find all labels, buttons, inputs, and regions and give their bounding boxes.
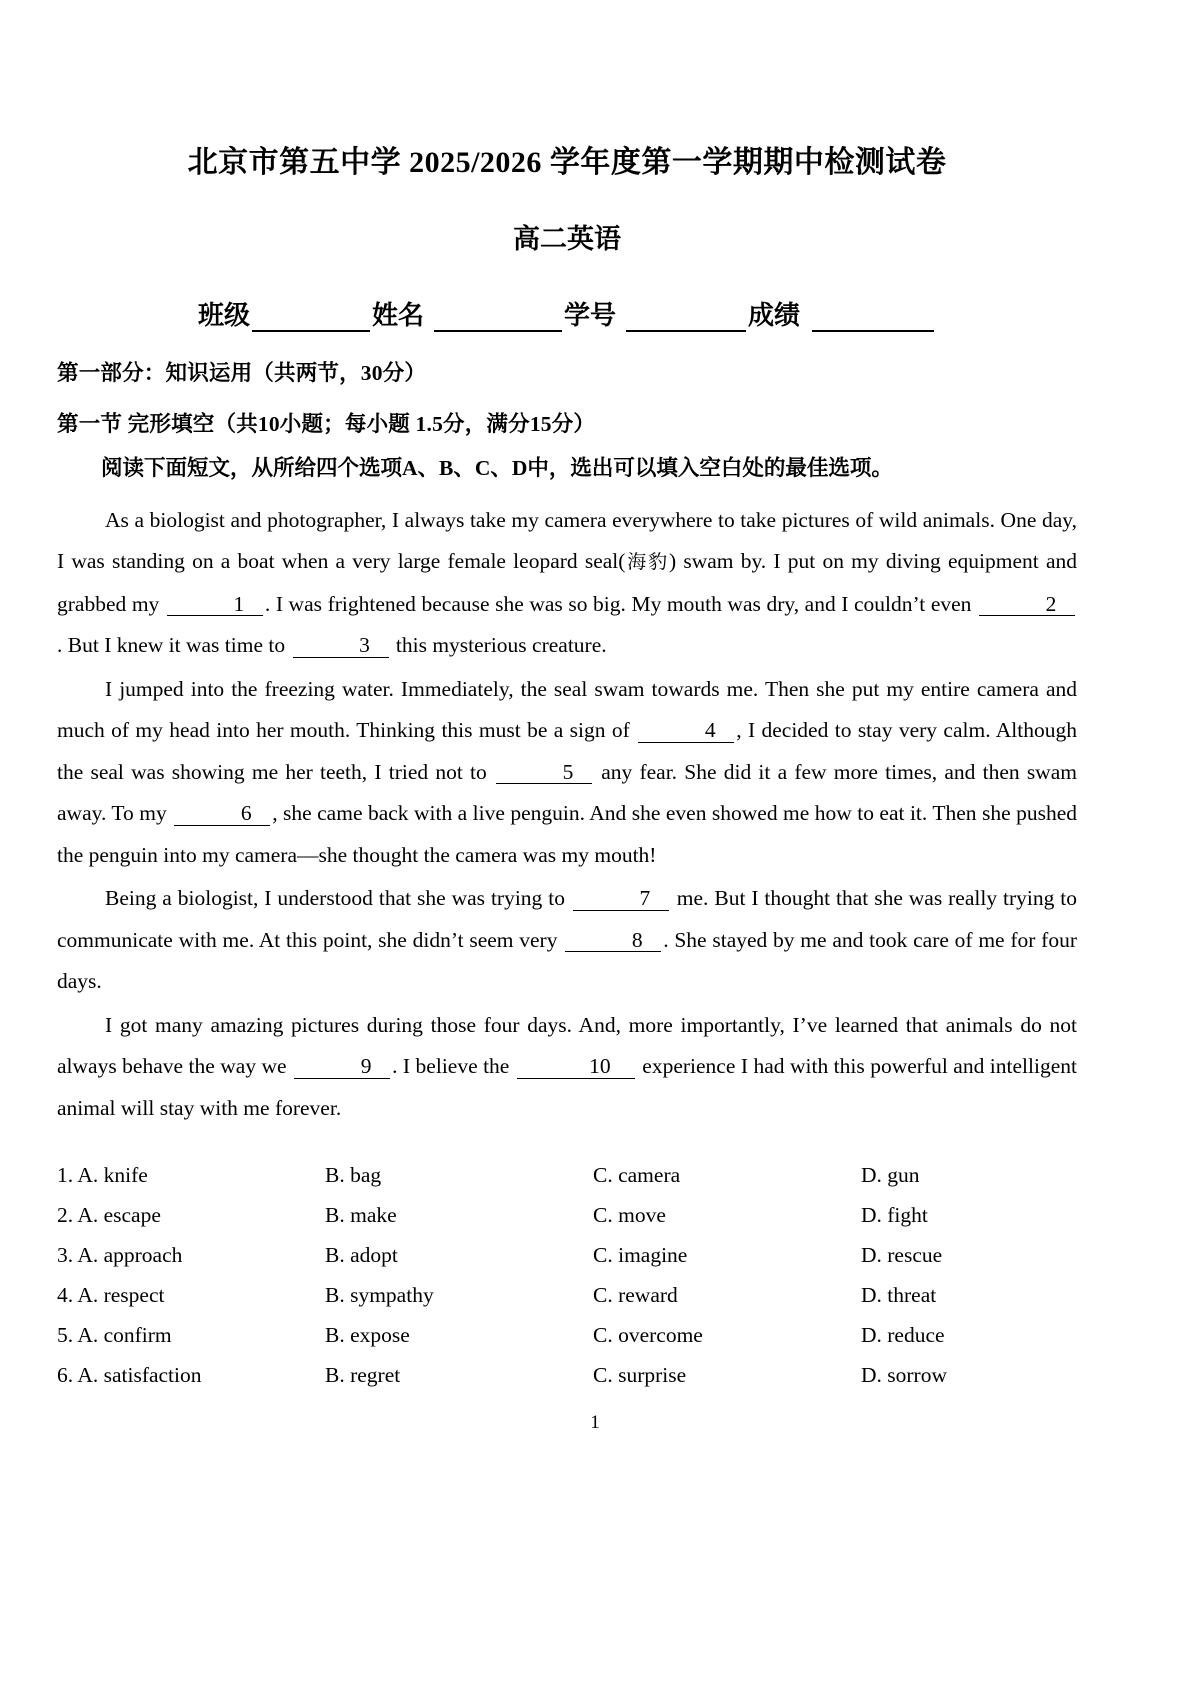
section-one-heading: 第一节 完形填空（共10小题；每小题 1.5分，满分15分） — [57, 411, 596, 436]
p4-text-2: . I believe the — [392, 1054, 515, 1079]
blank-2[interactable]: 2 — [979, 593, 1075, 617]
option-c[interactable]: C. overcome — [593, 1323, 703, 1348]
section-instruction: 阅读下面短文，从所给四个选项A、B、C、D中，选出可以填入空白处的最佳选项。 — [101, 455, 893, 480]
p4-text-1: I got many amazing pictures during those four days. And, more importantly, I’ve learned that animals do not always behave the way we — [57, 1012, 1077, 1079]
option-d[interactable]: D. reduce — [861, 1323, 945, 1348]
p3-text-2: me. But I thought that she was really trying to communicate with me. At this point, she didn’t seem very — [57, 886, 1078, 952]
p1-text-5: this mysterious creature. — [390, 633, 607, 658]
p1-text-4: . But I knew it was time to — [57, 633, 291, 658]
score-input-rule[interactable] — [812, 304, 934, 332]
class-input-rule[interactable] — [252, 304, 370, 332]
blank-8[interactable]: 8 — [565, 929, 661, 953]
passage-paragraph-1 — [57, 498, 1077, 667]
student-info-line — [57, 255, 1077, 332]
blank-9[interactable]: 9 — [294, 1055, 390, 1079]
question-row — [57, 1315, 1077, 1355]
question-row — [57, 1155, 1077, 1195]
page-number: 1 — [590, 1412, 600, 1433]
option-a[interactable]: 6. A. satisfaction — [57, 1363, 202, 1388]
question-row — [57, 1195, 1077, 1235]
option-c[interactable]: C. reward — [593, 1283, 678, 1308]
question-row — [57, 1355, 1077, 1395]
p2-text-4: , she came back with a live penguin. And she even showed me how to eat it. Then she pushed the penguin into my camera—she thought the camera was my mouth! — [57, 801, 1077, 867]
blank-4[interactable]: 4 — [638, 719, 734, 743]
option-a[interactable]: 5. A. confirm — [57, 1323, 172, 1348]
option-b[interactable]: B. bag — [325, 1163, 382, 1188]
p1-text-3: . I was frightened because she was so big. My mouth was dry, and I couldn’t even — [264, 591, 978, 616]
page-subtitle: 高二英语 — [513, 224, 621, 254]
class-label: 班级 — [197, 301, 250, 331]
question-row — [57, 1235, 1077, 1275]
blank-1[interactable]: 1 — [167, 593, 263, 617]
passage-paragraph-4 — [57, 1003, 1077, 1130]
blank-3[interactable]: 3 — [293, 634, 389, 658]
option-d[interactable]: D. sorrow — [861, 1363, 947, 1388]
option-c[interactable]: C. imagine — [593, 1243, 688, 1268]
student-id-label: 学号 — [564, 301, 617, 331]
option-a[interactable]: 3. A. approach — [57, 1243, 183, 1268]
page-title: 北京市第五中学 2025/2026 学年度第一学期期中检测试卷 — [187, 146, 947, 179]
cloze-passage — [57, 484, 1077, 1130]
option-d[interactable]: D. gun — [861, 1163, 920, 1188]
option-b[interactable]: B. expose — [325, 1323, 410, 1348]
option-b[interactable]: B. regret — [325, 1363, 401, 1388]
p1-text-2: ) swam by. I put on my diving equipment and grabbed my — [57, 549, 1077, 616]
name-input-rule[interactable] — [434, 304, 562, 332]
page-content — [57, 0, 1077, 1395]
option-d[interactable]: D. rescue — [861, 1243, 943, 1268]
option-a[interactable]: 4. A. respect — [57, 1283, 165, 1308]
question-options-list — [57, 1129, 1077, 1395]
blank-10[interactable]: 10 — [517, 1055, 635, 1079]
option-a[interactable]: 2. A. escape — [57, 1203, 161, 1228]
p2-text-1: I jumped into the freezing water. Immediately, the seal swam towards me. Then she put my entire camera and much of my head into her mouth. Thinking this must be a sign of — [57, 676, 1077, 743]
option-b[interactable]: B. sympathy — [325, 1283, 434, 1308]
blank-7[interactable]: 7 — [573, 887, 669, 911]
p1-text-1: As a biologist and photographer, I always take my camera everywhere to take pictures of wild animals. One day, I was standing on a boat when a very large female leopard seal( — [57, 507, 1077, 574]
p2-text-3: any fear. She did it a few more times, and then swam away. To my — [57, 759, 1077, 826]
p2-text-2: , I decided to stay very calm. Although the seal was showing me her teeth, I tried not to — [57, 718, 1077, 784]
option-d[interactable]: D. fight — [861, 1203, 928, 1228]
blank-6[interactable]: 6 — [174, 802, 270, 826]
blank-5[interactable]: 5 — [496, 761, 592, 785]
option-c[interactable]: C. camera — [593, 1163, 681, 1188]
part-one-heading: 第一部分：知识运用（共两节，30分） — [57, 361, 427, 386]
option-b[interactable]: B. adopt — [325, 1243, 398, 1268]
option-d[interactable]: D. threat — [861, 1283, 937, 1308]
p4-text-3: experience I had with this powerful and intelligent animal will stay with me forever. — [57, 1054, 1077, 1120]
p3-text-3: . She stayed by me and took care of me for four days. — [57, 927, 1077, 994]
student-id-input-rule[interactable] — [626, 304, 746, 332]
option-b[interactable]: B. make — [325, 1203, 397, 1228]
option-c[interactable]: C. move — [593, 1203, 666, 1228]
p3-text-1: Being a biologist, I understood that she was trying to — [105, 886, 571, 911]
option-c[interactable]: C. surprise — [593, 1363, 687, 1388]
question-row — [57, 1275, 1077, 1315]
name-label: 姓名 — [371, 301, 424, 331]
option-a[interactable]: 1. A. knife — [57, 1163, 148, 1188]
passage-paragraph-2 — [57, 667, 1077, 877]
passage-paragraph-3 — [57, 876, 1077, 1003]
p1-chinese-gloss: 海豹 — [625, 551, 669, 574]
score-label: 成绩 — [748, 301, 801, 331]
